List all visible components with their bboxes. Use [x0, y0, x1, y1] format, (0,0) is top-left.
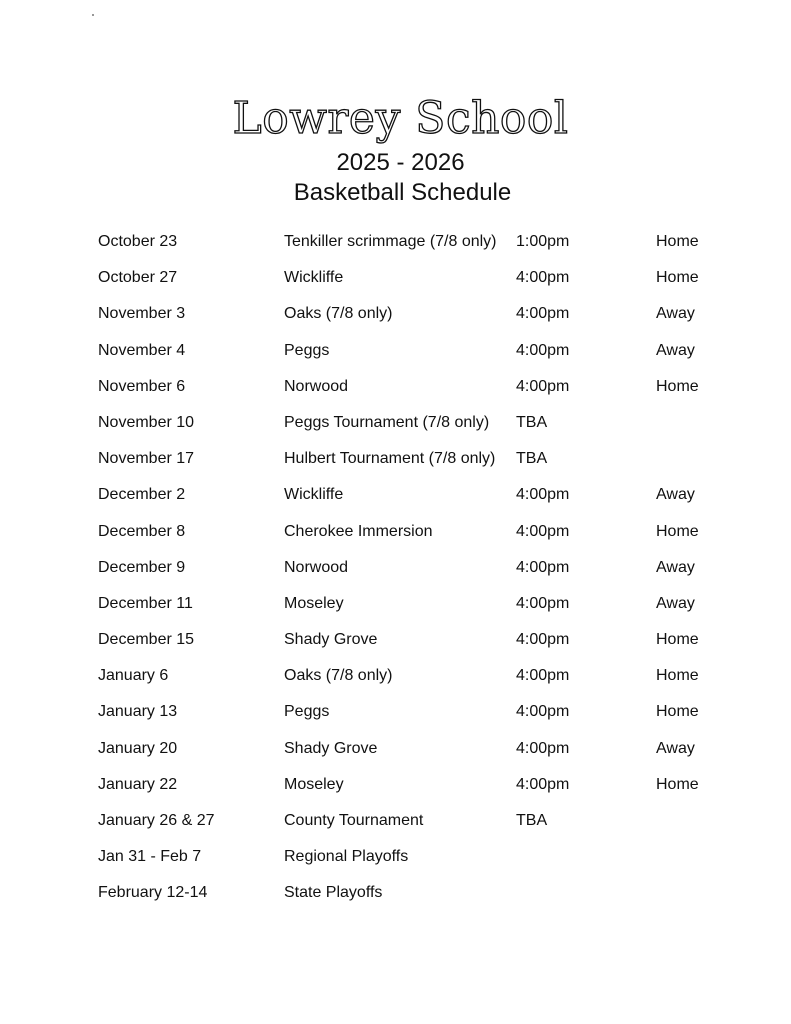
game-location: Home — [656, 269, 699, 287]
game-opponent: Oaks (7/8 only) — [284, 305, 393, 323]
schedule-row — [98, 300, 738, 336]
game-time: 1:00pm — [516, 233, 570, 250]
page-header — [0, 92, 791, 208]
game-time: TBA — [516, 450, 548, 468]
game-opponent: Wickliffe — [284, 486, 344, 504]
game-time: TBA — [516, 812, 548, 829]
game-time: 4:00pm — [516, 341, 570, 359]
game-location: Away — [656, 341, 695, 359]
schedule-row — [98, 590, 738, 626]
schedule-row — [98, 445, 738, 481]
game-time: 4:00pm — [516, 775, 570, 793]
game-time: 4:00pm — [516, 703, 570, 721]
game-location: Home — [656, 377, 699, 395]
schedule-row — [98, 807, 738, 843]
game-location: Home — [656, 631, 699, 649]
game-opponent: County Tournament — [284, 812, 424, 829]
game-time: 4:00pm — [516, 377, 570, 395]
game-opponent: Regional Playoffs — [284, 848, 409, 866]
game-opponent: Cherokee Immersion — [284, 522, 433, 540]
game-date: January 22 — [98, 775, 178, 793]
game-time: 4:00pm — [516, 667, 570, 685]
game-time: 4:00pm — [516, 269, 570, 287]
season-years: 2025 - 2026 — [336, 149, 465, 176]
schedule-row — [98, 698, 738, 734]
game-date: November 17 — [98, 450, 195, 468]
game-time: 4:00pm — [516, 558, 570, 576]
game-location: Home — [656, 667, 699, 685]
game-location: Home — [656, 522, 699, 540]
schedule-row — [98, 409, 738, 445]
game-time: 4:00pm — [516, 739, 570, 757]
schedule-row — [98, 228, 738, 264]
game-date: December 9 — [98, 558, 186, 576]
game-opponent: Norwood — [284, 377, 349, 395]
schedule-row — [98, 626, 738, 662]
game-date: January 13 — [98, 703, 178, 721]
schedule-row — [98, 373, 738, 409]
game-time: 4:00pm — [516, 631, 570, 649]
scan-speck — [92, 14, 94, 16]
schedule-row — [98, 771, 738, 807]
schedule-row — [98, 337, 738, 373]
game-location: Away — [656, 739, 695, 757]
game-location: Home — [656, 703, 699, 721]
game-opponent: Moseley — [284, 594, 344, 612]
game-opponent: Wickliffe — [284, 269, 344, 287]
game-location: Home — [656, 233, 699, 250]
game-date: January 20 — [98, 739, 178, 757]
game-date: Jan 31 - Feb 7 — [98, 848, 202, 866]
game-opponent: Hulbert Tournament (7/8 only) — [284, 450, 496, 468]
game-date: October 27 — [98, 269, 178, 287]
game-opponent: Peggs Tournament (7/8 only) — [284, 413, 490, 431]
schedule-row — [98, 879, 738, 915]
game-location: Away — [656, 305, 695, 323]
schedule-row — [98, 662, 738, 698]
schedule-row — [98, 264, 738, 300]
game-opponent: Moseley — [284, 775, 344, 793]
game-time: 4:00pm — [516, 594, 570, 612]
game-date: October 23 — [98, 233, 178, 250]
game-time: 4:00pm — [516, 486, 570, 504]
schedule-row — [98, 843, 738, 879]
game-opponent: Tenkiller scrimmage (7/8 only) — [284, 233, 497, 250]
game-date: February 12-14 — [98, 884, 208, 902]
game-location: Away — [656, 594, 695, 612]
schedule-row — [98, 735, 738, 771]
game-location: Away — [656, 486, 695, 504]
game-date: December 8 — [98, 522, 186, 540]
game-date: December 15 — [98, 631, 195, 649]
game-opponent: State Playoffs — [284, 884, 383, 902]
game-date: December 2 — [98, 486, 186, 504]
game-opponent: Peggs — [284, 703, 330, 721]
game-date: November 10 — [98, 413, 195, 431]
game-location: Away — [656, 558, 695, 576]
game-opponent: Shady Grove — [284, 631, 378, 649]
game-time: 4:00pm — [516, 305, 570, 323]
game-date: November 3 — [98, 305, 186, 323]
game-opponent: Norwood — [284, 558, 349, 576]
schedule-row — [98, 518, 738, 554]
game-location: Home — [656, 775, 699, 793]
schedule-row — [98, 554, 738, 590]
schedule-table — [98, 228, 738, 916]
game-date: January 6 — [98, 667, 169, 685]
game-time: TBA — [516, 413, 548, 431]
game-opponent: Peggs — [284, 341, 330, 359]
schedule-subtitle: Basketball Schedule — [293, 179, 512, 206]
game-date: November 4 — [98, 341, 186, 359]
game-opponent: Oaks (7/8 only) — [284, 667, 393, 685]
school-title: Lowrey School — [232, 93, 569, 144]
game-date: November 6 — [98, 377, 186, 395]
game-opponent: Shady Grove — [284, 739, 378, 757]
schedule-row — [98, 481, 738, 517]
game-date: December 11 — [98, 594, 193, 612]
game-time: 4:00pm — [516, 522, 570, 540]
game-date: January 26 & 27 — [98, 812, 215, 829]
